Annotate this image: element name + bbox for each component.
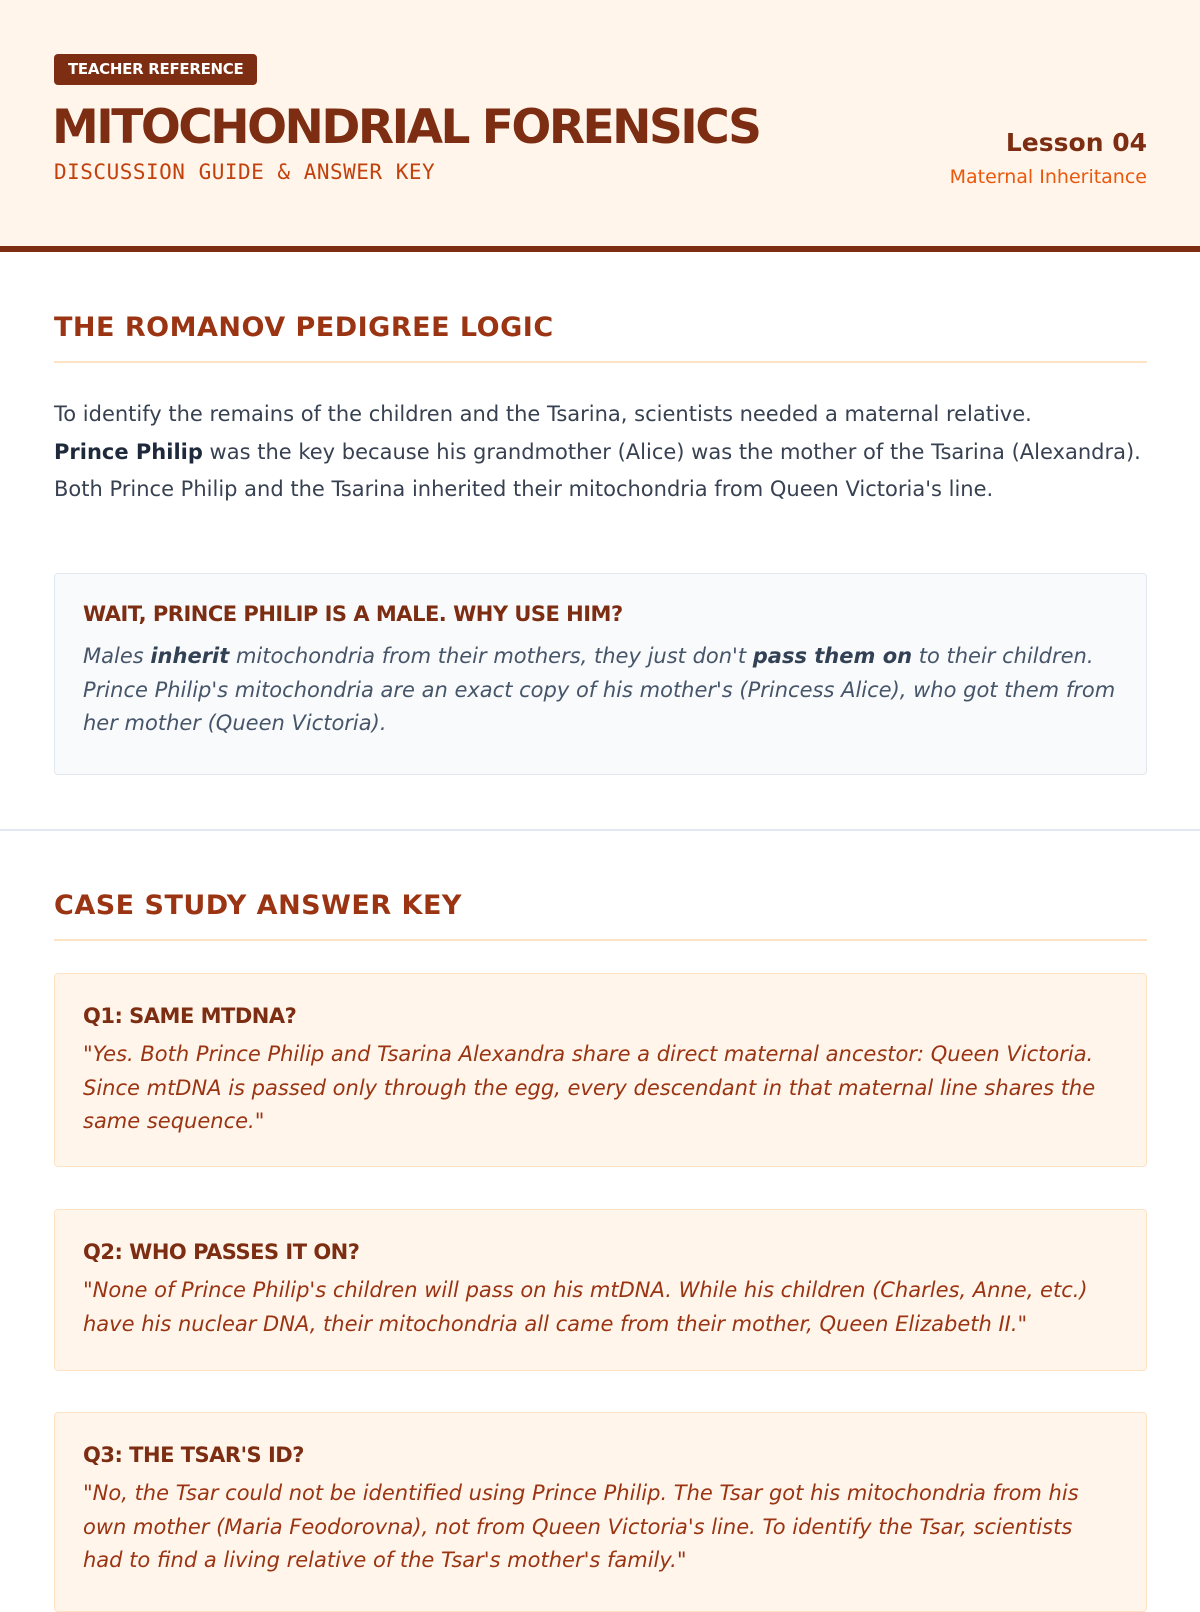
- note-emphasis-inherit: inherit: [150, 644, 230, 668]
- note-emphasis-pass-on: pass them on: [752, 644, 913, 668]
- note-text-part: to their children. Prince Philip's mitochondria are an exact copy of his mother's (Princess Alice), who got them from her mother (Queen Victoria).: [83, 644, 1116, 735]
- intro-line-1: To identify the remains of the children and the Tsarina, scientists needed a maternal relative.: [54, 402, 1032, 426]
- page-header: [0, 0, 1200, 252]
- page-title: MITOCHONDRIAL FORENSICS: [52, 100, 760, 155]
- qa-card-3: [54, 1412, 1147, 1612]
- note-text: [83, 640, 1118, 741]
- intro-rest: was the key because his grandmother (Alice) was the mother of the Tsarina (Alexandra). Both Prince Philip and the Tsarina inherited their mitochondria from Queen Victoria's line.: [54, 439, 1141, 501]
- qa-card-1: [54, 973, 1147, 1167]
- question-1: Q1: SAME MTDNA?: [83, 1004, 297, 1028]
- lesson-number: Lesson 04: [1005, 128, 1147, 157]
- answer-2: "None of Prince Philip's children will pass on his mtDNA. While his children (Charles, Anne, etc.) have his nuclear DNA, their mitochondria all came from their mother, Queen Elizabeth II.": [83, 1278, 1088, 1336]
- note-title: WAIT, PRINCE PHILIP IS A MALE. WHY USE HIM?: [83, 602, 623, 626]
- page-subtitle: DISCUSSION GUIDE & ANSWER KEY: [54, 160, 436, 184]
- answer-key-section-title: CASE STUDY ANSWER KEY: [54, 890, 1147, 941]
- lesson-topic: Maternal Inheritance: [949, 166, 1147, 188]
- male-inheritance-note: [54, 573, 1147, 775]
- intro-bold-name: Prince Philip: [54, 439, 203, 464]
- answer-3: "No, the Tsar could not be identified using Prince Philip. The Tsar got his mitochondria from his own mother (Maria Feodorovna), not from Queen Victoria's line. To identify the Tsar, scientists had to find a living relative of the Tsar's mother's family.": [83, 1481, 1079, 1572]
- section-divider: [0, 829, 1200, 831]
- question-2: Q2: WHO PASSES IT ON?: [83, 1240, 360, 1264]
- note-text-part: mitochondria from their mothers, they just don't: [229, 644, 753, 668]
- answer-key-section: [54, 890, 1147, 941]
- pedigree-intro: [54, 396, 1154, 509]
- note-text-part: Males: [83, 644, 151, 668]
- answer-1: "Yes. Both Prince Philip and Tsarina Alexandra share a direct maternal ancestor: Queen Victoria. Since mtDNA is passed only through the egg, every descendant in that maternal line shares the same sequence.": [83, 1042, 1096, 1133]
- qa-card-2: [54, 1209, 1147, 1371]
- teacher-reference-badge: TEACHER REFERENCE: [54, 54, 257, 85]
- question-3: Q3: THE TSAR'S ID?: [83, 1443, 304, 1467]
- pedigree-section-title: THE ROMANOV PEDIGREE LOGIC: [54, 312, 1147, 363]
- pedigree-section: [54, 312, 1147, 363]
